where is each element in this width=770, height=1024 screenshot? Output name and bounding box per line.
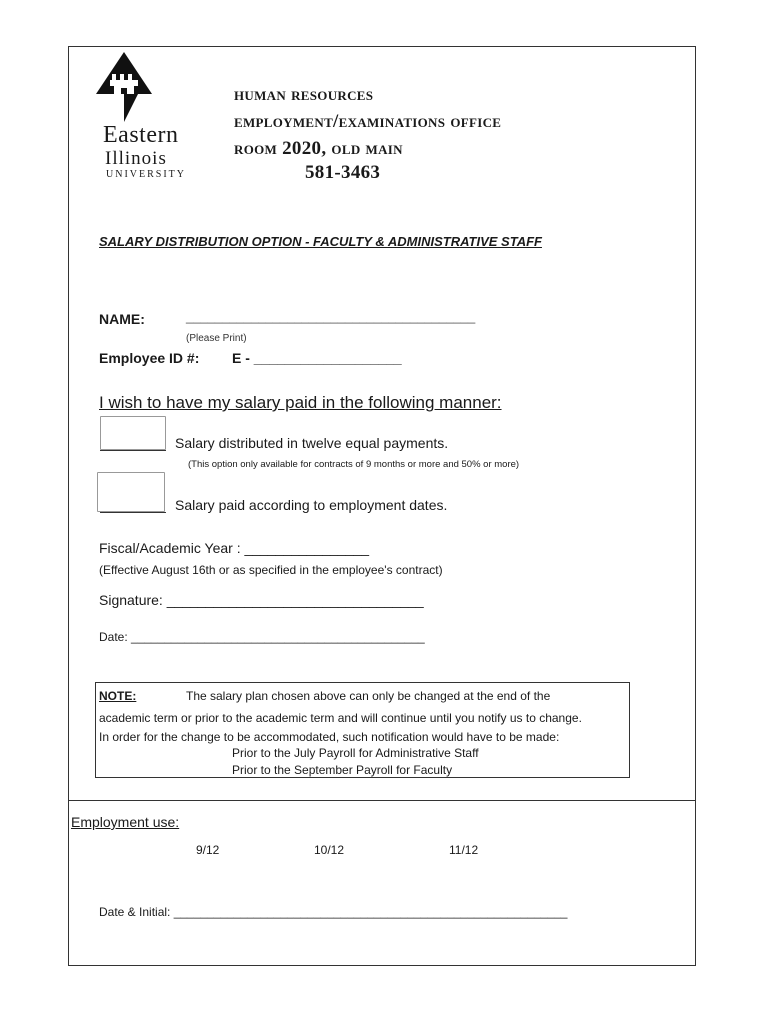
name-hint: (Please Print) [186, 333, 247, 344]
period-11-12: 11/12 [449, 843, 479, 857]
form-title: SALARY DISTRIBUTION OPTION - FACULTY & ADMINISTRATIVE STAFF [99, 234, 542, 249]
option2-text: Salary paid according to employment dates. [175, 497, 448, 513]
note-line-2: academic term or prior to the academic term and will continue until you notify us to change. [99, 711, 582, 725]
note-line-5: Prior to the September Payroll for Faculty [232, 763, 453, 777]
university-logo [92, 52, 200, 182]
date-initial-field[interactable]: Date & Initial: ___________________________________________________________ [99, 905, 568, 919]
option1-text: Salary distributed in twelve equal payments. [175, 435, 449, 451]
note-line-1: The salary plan chosen above can only be changed at the end of the [186, 689, 551, 703]
option1-note: (This option only available for contracts of 9 months or more and 50% or more) [188, 459, 520, 470]
date-field[interactable]: Date: ____________________________________________ [99, 630, 425, 644]
office-line-1: human resources [234, 84, 374, 105]
option1-line [100, 450, 166, 451]
employment-use-divider [68, 800, 696, 801]
fiscal-year-field[interactable]: Fiscal/Academic Year : ________________ [99, 540, 370, 556]
employee-id-field[interactable]: E - ___________________ [232, 350, 402, 366]
office-line-4: 581-3463 [305, 162, 381, 183]
intro-text: I wish to have my salary paid in the following manner: [99, 393, 502, 412]
name-field[interactable]: ________________________________________ [186, 309, 476, 324]
office-line-3: room 2020, old main [234, 138, 403, 159]
option2-line [100, 512, 166, 513]
note-label: NOTE: [99, 689, 137, 703]
logo-illinois: Illinois [105, 148, 167, 169]
employment-use-title: Employment use: [71, 814, 180, 830]
option-employment-dates-checkbox[interactable] [97, 472, 165, 512]
period-10-12: 10/12 [314, 843, 345, 857]
fiscal-year-note: (Effective August 16th or as specified in the employee's contract) [99, 563, 443, 577]
note-line-4: Prior to the July Payroll for Administrative Staff [232, 746, 479, 760]
castle-logo-icon [94, 52, 154, 124]
name-label: NAME: [99, 311, 145, 327]
office-line-2: employment/examinations office [234, 111, 502, 132]
note-line-3: In order for the change to be accommodated, such notification would have to be made: [99, 730, 560, 744]
employee-id-label: Employee ID #: [99, 350, 200, 366]
logo-eastern: Eastern [103, 122, 179, 148]
option-twelve-payments-checkbox[interactable] [100, 416, 166, 450]
signature-field[interactable]: Signature: _________________________________ [99, 592, 424, 608]
logo-university: UNIVERSITY [106, 169, 186, 180]
period-9-12: 9/12 [196, 843, 220, 857]
